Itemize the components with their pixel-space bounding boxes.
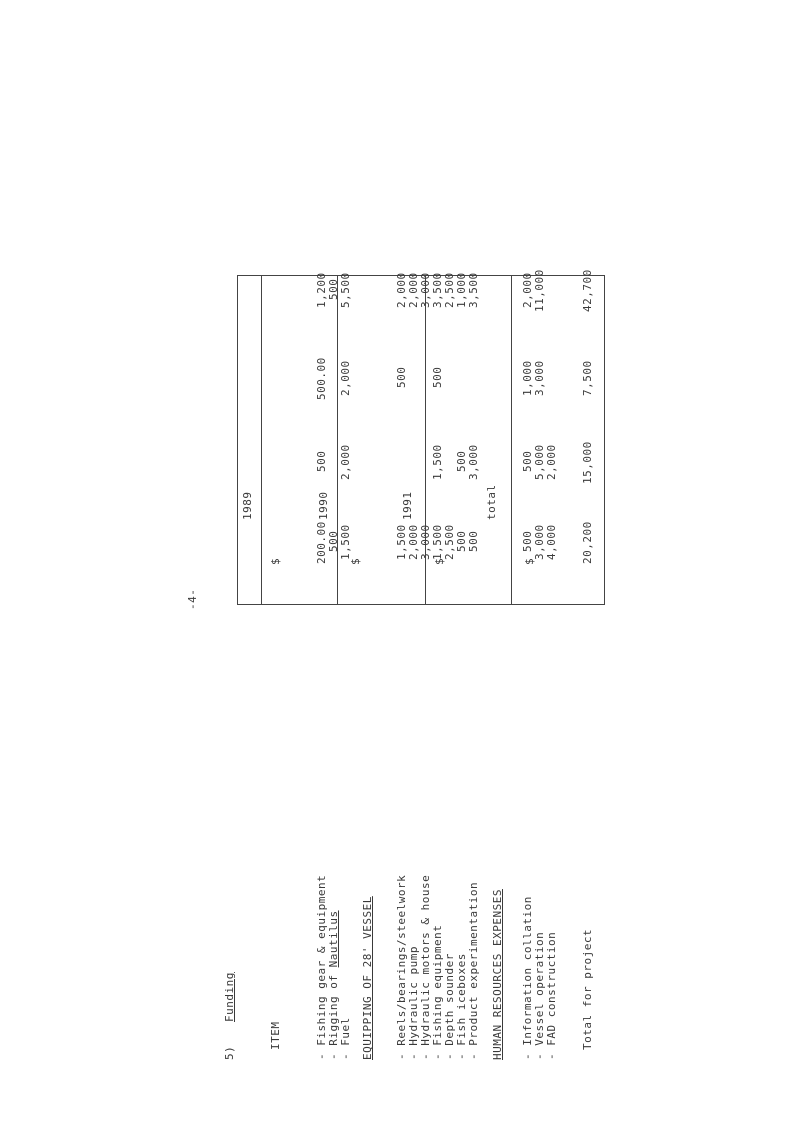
cell-g2-r0-c1: 500	[521, 450, 534, 472]
cell-g2-r1-c1: 5,000	[533, 444, 546, 480]
cell-g1-r4-c0: 2,500	[443, 524, 456, 560]
cell-g1-r0-c3: 2,000	[395, 272, 408, 308]
cell-g2-r0-c0: 500	[521, 530, 534, 552]
year-header-total: total	[485, 484, 498, 520]
row-label-fad: - FAD construction	[545, 931, 558, 1060]
row-label-depth-sounder: - Depth sounder	[443, 953, 456, 1060]
year-header-1991: 1991	[401, 491, 414, 520]
group-heading-vessel: EQUIPPING OF 28' VESSEL	[361, 896, 374, 1060]
cell-g1-r4-c3: 2,500	[443, 272, 456, 308]
row-label-hydraulic-motors: - Hydraulic motors & house	[419, 874, 432, 1060]
currency-1989: $	[269, 557, 282, 565]
row-label-fishing-equipment: - Fishing equipment	[431, 924, 444, 1060]
cell-g1-r5-c0: 500	[455, 530, 468, 552]
cell-g1-r6-c1: 3,000	[467, 444, 480, 480]
cell-g0-r0-c1: 500	[315, 450, 328, 472]
cell-g1-r3-c0: 1,500	[431, 524, 444, 560]
cell-g1-r0-c2: 500	[395, 366, 408, 388]
nautilus-underlined: Nautilus	[327, 910, 340, 968]
item-header: ITEM	[269, 1021, 282, 1050]
cell-g1-r1-c0: 2,000	[407, 524, 420, 560]
cell-g2-r1-c0: 3,000	[533, 524, 546, 560]
cell-g0-r2-c1: 2,000	[339, 444, 352, 480]
row-label-fish-iceboxes: - Fish iceboxes	[455, 953, 468, 1060]
row-label-fishing-gear: - Fishing gear & equipment	[315, 874, 328, 1060]
cell-g0-r1-c3: 500	[327, 278, 340, 300]
cell-g1-r2-c3: 3,000	[419, 272, 432, 308]
cell-g2-r2-c0: 4,000	[545, 524, 558, 560]
cell-g1-r6-c0: 500	[467, 530, 480, 552]
cell-g1-r1-c3: 2,000	[407, 272, 420, 308]
total-label: Total for project	[581, 928, 594, 1050]
cell-g2-r0-c3: 2,000	[521, 272, 534, 308]
total-divider	[604, 275, 605, 605]
cell-g1-r2-c0: 3,000	[419, 524, 432, 560]
cell-total-c3: 42,700	[581, 269, 594, 312]
cell-g2-r1-c2: 3,000	[533, 360, 546, 396]
currency-1990: $	[349, 557, 362, 565]
col-divider-1990	[337, 275, 338, 605]
rigging-prefix: - Rigging of	[327, 967, 340, 1060]
section-title: Funding	[223, 972, 236, 1022]
table-top-border	[237, 275, 238, 605]
cell-g0-r1-c0: 500	[327, 530, 340, 552]
cell-g1-r5-c3: 1,000	[455, 272, 468, 308]
cell-total-c2: 7,500	[581, 360, 594, 396]
cell-g2-r2-c1: 2,000	[545, 444, 558, 480]
header-divider	[261, 275, 262, 605]
cell-g1-r6-c3: 3,500	[467, 272, 480, 308]
year-header-1990: 1990	[317, 491, 330, 520]
currency-total: $	[523, 557, 536, 565]
row-label-reels: - Reels/bearings/steelwork	[395, 874, 408, 1060]
cell-g0-r2-c3: 5,500	[339, 272, 352, 308]
cell-g0-r2-c0: 1,500	[339, 524, 352, 560]
cell-total-c0: 20,200	[581, 521, 594, 564]
year-header-1989: 1989	[241, 491, 254, 520]
cell-g0-r0-c3: 1,200	[315, 272, 328, 308]
group-heading-human-resources: HUMAN RESOURCES EXPENSES	[491, 889, 504, 1060]
cell-g0-r0-c2: 500.00	[315, 357, 328, 400]
currency-1991: $	[433, 557, 446, 565]
cell-g0-r2-c2: 2,000	[339, 360, 352, 396]
cell-g1-r3-c1: 1,500	[431, 444, 444, 480]
cell-g2-r1-c3: 11,000	[533, 269, 546, 312]
cell-g1-r3-c3: 3,500	[431, 272, 444, 308]
rotated-content	[186, 269, 645, 1060]
cell-g1-r3-c2: 500	[431, 366, 444, 388]
cell-g1-r0-c0: 1,500	[395, 524, 408, 560]
row-label-information: - Information collation	[521, 896, 534, 1060]
cell-total-c1: 15,000	[581, 441, 594, 484]
col-divider-total	[511, 275, 512, 605]
cell-g0-r0-c0: 200.00	[315, 521, 328, 564]
row-label-hydraulic-pump: - Hydraulic pump	[407, 946, 420, 1060]
table-left-border	[237, 604, 604, 605]
page-number: -4-	[186, 588, 199, 610]
cell-g1-r5-c1: 500	[455, 450, 468, 472]
row-label-vessel-operation: - Vessel operation	[533, 931, 546, 1060]
cell-g2-r0-c2: 1,000	[521, 360, 534, 396]
row-label-product-exp: - Product experimentation	[467, 881, 480, 1060]
row-label-fuel: - Fuel	[339, 1017, 352, 1060]
section-number: 5)	[223, 1045, 236, 1060]
